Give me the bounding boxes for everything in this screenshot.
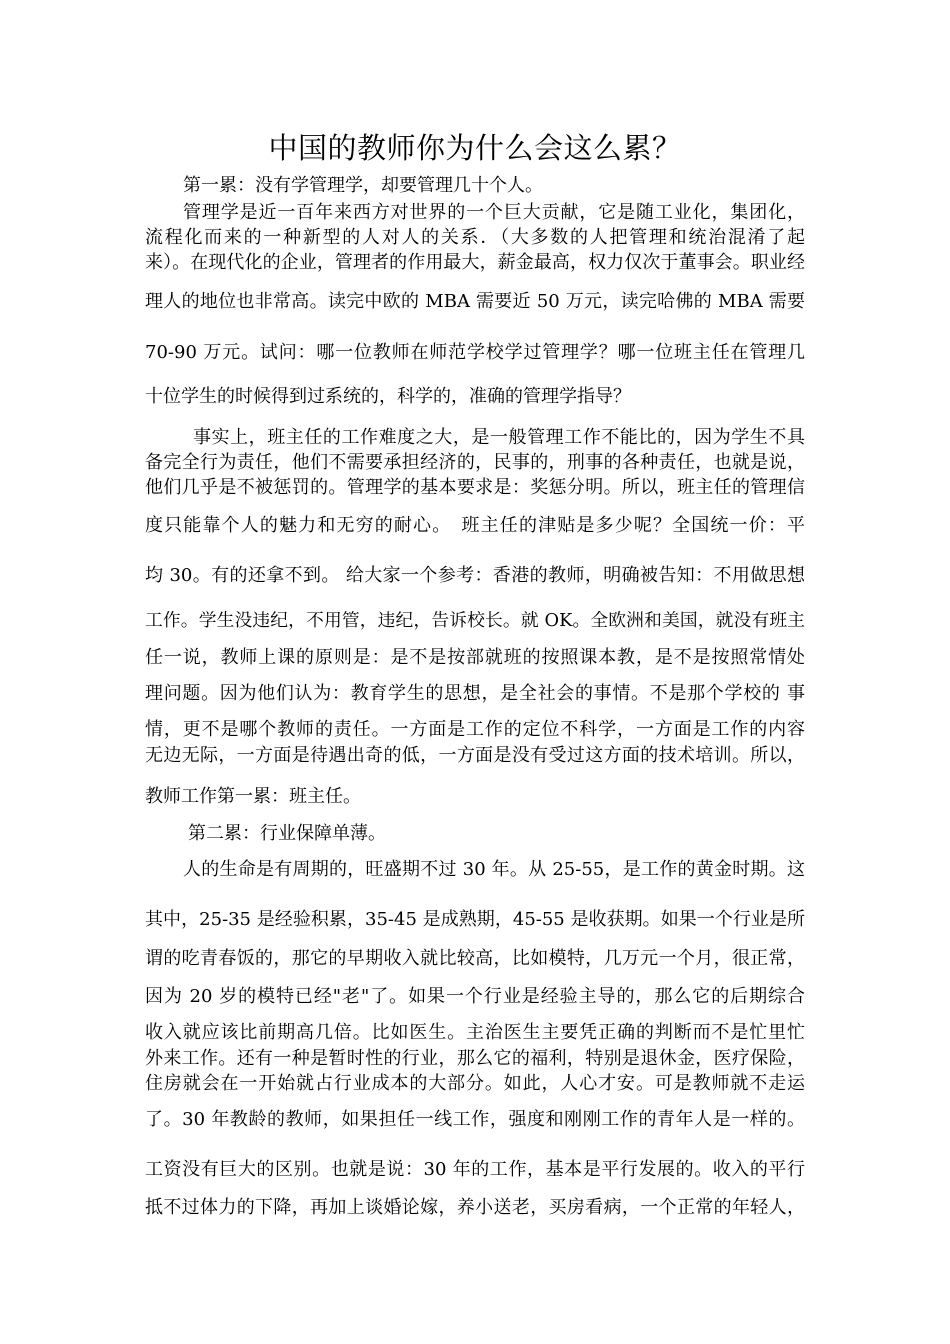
paragraph-line: 均 30。有的还拿不到。 给大家一个参考：香港的教师，明确被告知：不用做思想 [145, 565, 805, 586]
paragraph-line: 他们几乎是不被惩罚的。管理学的基本要求是：奖惩分明。所以，班主任的管理信 [145, 477, 805, 498]
paragraph-line: 度只能靠个人的魅力和无穷的耐心。 班主任的津贴是多少呢？全国统一价：平 [145, 515, 805, 536]
paragraph-line: 外来工作。还有一种是暂时性的行业，那么它的福利，特别是退休金，医疗保险， [145, 1048, 805, 1069]
document-title: 中国的教师你为什么会这么累？ [268, 131, 682, 165]
paragraph-line: 抵不过体力的下降，再加上谈婚论嫁，养小送老，买房看病，一个正常的年轻人， [145, 1197, 805, 1218]
section-heading-2: 第二累：行业保障单薄。 [188, 823, 386, 844]
paragraph-line: 70-90 万元。试问：哪一位教师在师范学校学过管理学？哪一位班主任在管理几 [145, 342, 805, 363]
paragraph-line: 工资没有巨大的区别。也就是说：30 年的工作，基本是平行发展的。收入的平行 [145, 1159, 805, 1180]
paragraph-line: 收入就应该比前期高几倍。比如医生。主治医生主要凭正确的判断而不是忙里忙 [145, 1022, 805, 1043]
paragraph-line: 人的生命是有周期的，旺盛期不过 30 年。从 25-55，是工作的黄金时期。这 [183, 859, 805, 880]
paragraph-line: 来）。在现代化的企业，管理者的作用最大，薪金最高，权力仅次于董事会。职业经 [145, 252, 805, 273]
paragraph-line: 流程化而来的一种新型的人对人的关系．（大多数的人把管理和统治混淆了起 [145, 227, 805, 248]
section-heading-1: 第一累：没有学管理学，却要管理几十个人。 [183, 175, 543, 196]
paragraph-line: 任一说，教师上课的原则是：是不是按部就班的按照课本教，是不是按照常情处 [145, 647, 805, 668]
paragraph-line: 理人的地位也非常高。读完中欧的 MBA 需要近 50 万元，读完哈佛的 MBA 需要 [145, 291, 805, 312]
paragraph-line: 无边无际，一方面是待遇出奇的低，一方面是没有受过这方面的技术培训。所以， [145, 745, 805, 766]
paragraph-line: 其中，25-35 是经验积累，35-45 是成熟期，45-55 是收获期。如果一个行业是所 [145, 909, 805, 930]
paragraph-line: 理问题。因为他们认为：教育学生的思想，是全社会的事情。不是那个学校的 事 [145, 683, 805, 704]
paragraph-line: 十位学生的时候得到过系统的，科学的，准确的管理学指导？ [145, 386, 631, 407]
paragraph-line: 教师工作第一累：班主任。 [145, 786, 361, 807]
paragraph-line: 情，更不是哪个教师的责任。一方面是工作的定位不科学，一方面是工作的内容 [145, 719, 805, 740]
paragraph-line: 事实上，班主任的工作难度之大，是一般管理工作不能比的，因为学生不具 [193, 427, 805, 448]
paragraph-line: 住房就会在一开始就占行业成本的大部分。如此，人心才安。可是教师就不走运 [145, 1073, 805, 1094]
paragraph-line: 管理学是近一百年来西方对世界的一个巨大贡献，它是随工业化，集团化， [183, 202, 805, 223]
paragraph-line: 谓的吃青春饭的，那它的早期收入就比较高，比如模特，几万元一个月，很正常， [145, 948, 805, 969]
paragraph-line: 备完全行为责任，他们不需要承担经济的，民事的，刑事的各种责任，也就是说， [145, 452, 805, 473]
paragraph-line: 了。30 年教龄的教师，如果担任一线工作，强度和刚刚工作的青年人是一样的。 [145, 1109, 805, 1130]
paragraph-line: 工作。学生没违纪，不用管，违纪，告诉校长。就 OK。全欧洲和美国，就没有班主 [145, 611, 805, 631]
paragraph-line: 因为 20 岁的模特已经"老"了。如果一个行业是经验主导的，那么它的后期综合 [145, 986, 805, 1007]
